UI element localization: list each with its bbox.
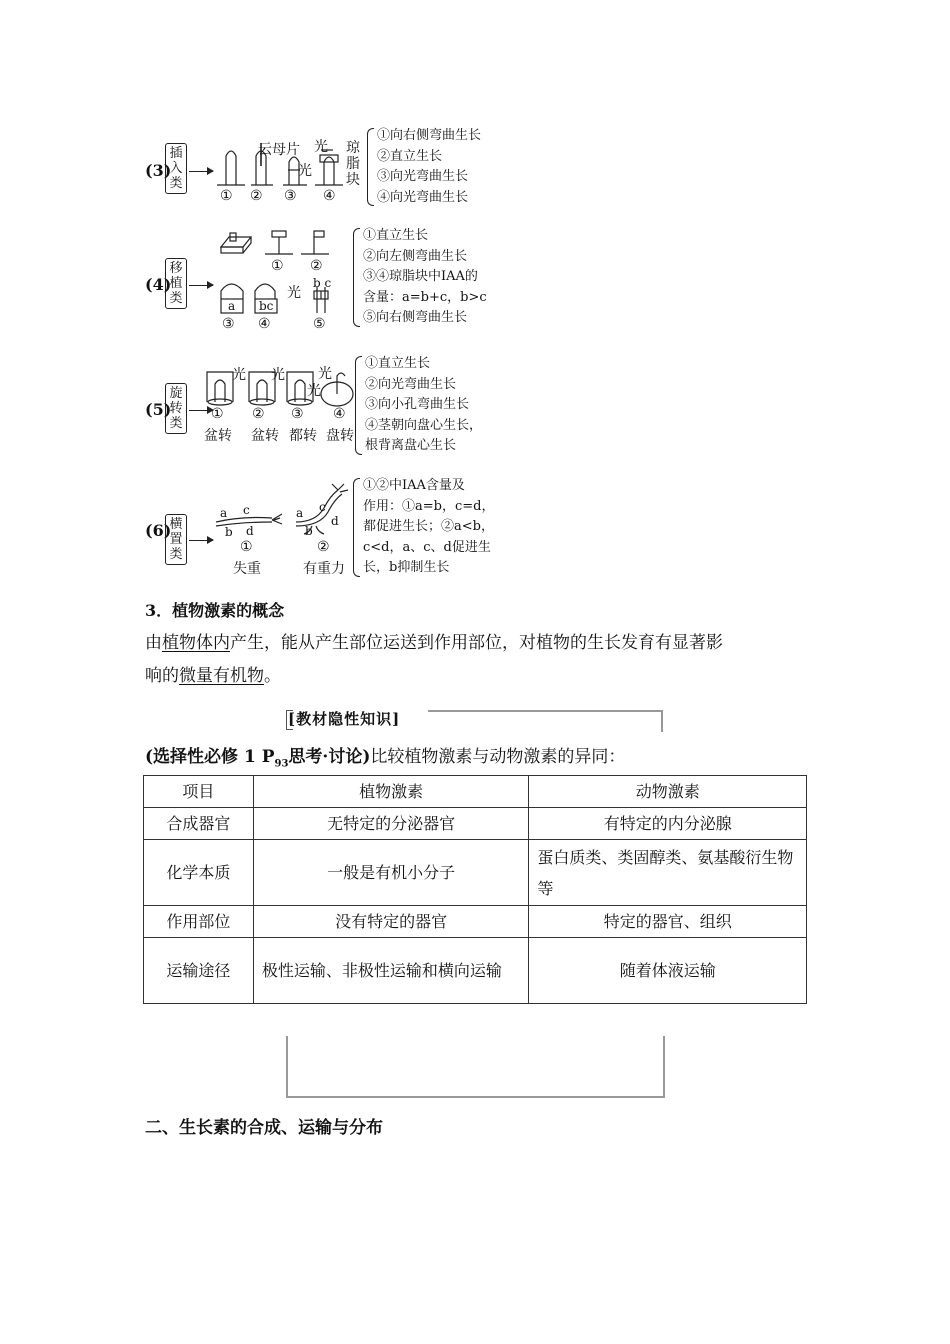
- row4-result: ②向左侧弯曲生长: [363, 248, 468, 264]
- row5-result: 根背离盘心生长: [365, 438, 457, 453]
- row4-item-5: ⑤: [313, 316, 326, 332]
- table-cell: 极性运输、非极性运输和横向运输: [253, 938, 529, 1004]
- row5-caption-4: 盘转: [326, 428, 354, 444]
- row3-category: 插入类: [165, 143, 187, 194]
- row5-caption-2: 盆转: [251, 428, 279, 444]
- row3-results: [367, 126, 481, 208]
- row5-item-3: ③: [291, 406, 304, 422]
- row3-item-2: ②: [250, 188, 263, 204]
- row5-number: (5): [145, 400, 172, 419]
- row6-diagram: [212, 478, 362, 538]
- table-row: [144, 906, 807, 938]
- table-cell: 特定的器官、组织: [529, 906, 807, 938]
- row5-result: ②向光弯曲生长: [365, 376, 457, 392]
- hidden-knowledge-title: 教材隐性知识: [296, 710, 393, 728]
- row5-item-1: ①: [211, 406, 224, 422]
- row4-label-a: a: [228, 299, 236, 313]
- row5-caption-1: 盆转: [204, 428, 232, 444]
- table-cell: 没有特定的器官: [253, 906, 529, 938]
- row4-number: (4): [145, 275, 172, 294]
- row4-result: ①直立生长: [363, 228, 429, 243]
- row4-label-bc: bc: [259, 299, 274, 313]
- row5-label-light2: 光: [271, 367, 285, 383]
- para-text: 。: [264, 666, 281, 686]
- row3-result: ②直立生长: [377, 148, 443, 164]
- row6-label-a1: a: [220, 506, 228, 520]
- hidden-knowledge-box-bottom: [286, 1036, 665, 1098]
- row3-arrow: [189, 171, 213, 172]
- row4-category: 移植类: [165, 258, 187, 309]
- question-prefix: (选择性必修 1 P: [145, 747, 275, 767]
- table-row: [144, 938, 807, 1004]
- row4-result: ⑤向右侧弯曲生长: [363, 310, 468, 325]
- table-cell: 一般是有机小分子: [253, 840, 529, 906]
- row6-arrow: [189, 540, 213, 541]
- table-cell: 无特定的分泌器官: [253, 808, 529, 840]
- row3-number: (3): [145, 161, 172, 180]
- section-two-heading: 二、生长素的合成、运输与分布: [145, 1118, 383, 1138]
- question-sub: 93: [274, 758, 289, 770]
- row6-category: 横置类: [165, 514, 187, 565]
- row6-number: (6): [145, 521, 172, 540]
- table-cell: 作用部位: [144, 906, 254, 938]
- row5-results: [355, 354, 482, 457]
- comparison-table: [143, 775, 807, 1004]
- question-line: [145, 742, 625, 769]
- row4-label-bc-split: b c: [313, 276, 332, 290]
- row4-item-1: ①: [271, 258, 284, 274]
- table-row: [144, 808, 807, 840]
- row5-label-light1: 光: [232, 367, 246, 383]
- table-row: [144, 840, 807, 906]
- row5-label-light4: 光: [318, 366, 332, 382]
- row4-label-light: 光: [287, 285, 301, 301]
- row3-label-light2: 光: [298, 163, 312, 179]
- table-cell: 有特定的内分泌腺: [529, 808, 807, 840]
- row6-result: 作用：①a=b，c=d，: [363, 498, 495, 514]
- table-header: 植物激素: [253, 776, 529, 808]
- row5-item-2: ②: [252, 406, 265, 422]
- row3-result: ①向右侧弯曲生长: [377, 128, 482, 143]
- row6-caption-1: 失重: [233, 561, 261, 577]
- row6-results: [353, 476, 494, 579]
- row4-arrow: [189, 285, 213, 286]
- row6-label-c2: c: [319, 500, 326, 514]
- table-cell: 合成器官: [144, 808, 254, 840]
- row4-item-2: ②: [310, 258, 323, 274]
- row6-label-b1: b: [225, 525, 233, 539]
- row4-item-4: ④: [258, 316, 271, 332]
- row6-label-d1: d: [246, 524, 254, 538]
- table-cell: 运输途径: [144, 938, 254, 1004]
- row3-item-1: ①: [220, 188, 233, 204]
- row5-result: ④茎朝向盘心生长，: [365, 417, 483, 433]
- para-underline: 植物体内: [162, 633, 230, 653]
- table-header: 项目: [144, 776, 254, 808]
- para-text: 产生，能从产生部位运送到作用部位，对植物的生长发育有显著影: [230, 633, 723, 653]
- table-header-row: [144, 776, 807, 808]
- row4-results: [353, 226, 487, 329]
- row6-label-b2: b: [305, 524, 313, 538]
- row6-label-d2: d: [331, 514, 339, 528]
- row6-item-1: ①: [240, 539, 253, 555]
- row5-arrow: [189, 410, 213, 411]
- row4-result: ③④琼脂块中IAA的: [363, 269, 478, 284]
- row5-label-light3: 光: [307, 383, 321, 399]
- para-text: 由: [145, 633, 162, 653]
- row3-item-4: ④: [323, 188, 336, 204]
- row4-result: 含量：a=b+c，b>c: [363, 289, 487, 305]
- row6-label-c1: c: [243, 503, 250, 517]
- para-text: 响的: [145, 666, 179, 686]
- row6-result: 都促进生长；②a<b，: [363, 519, 494, 534]
- question-text: 比较植物激素与动物激素的异同：: [370, 747, 626, 767]
- row3-result: ③向光弯曲生长: [377, 169, 469, 184]
- row5-category: 旋转类: [165, 383, 187, 434]
- para-underline: 微量有机物: [179, 666, 264, 686]
- row6-result: 长，b抑制生长: [363, 560, 450, 575]
- row3-result: ④向光弯曲生长: [377, 189, 469, 205]
- row3-label-light1: 光: [314, 139, 328, 155]
- row6-item-2: ②: [317, 539, 330, 555]
- row6-result: c<d，a、c、d促进生: [363, 539, 491, 555]
- row5-result: ③向小孔弯曲生长: [365, 397, 470, 412]
- table-header: 动物激素: [529, 776, 807, 808]
- row5-item-4: ④: [333, 406, 346, 422]
- table-cell: 蛋白质类、类固醇类、氨基酸衍生物等: [529, 840, 807, 906]
- question-suffix: 思考·讨论): [288, 747, 371, 767]
- row5-caption-3: 都转: [289, 428, 317, 444]
- row4-item-3: ③: [222, 316, 235, 332]
- row3-label-agar: 琼脂块: [346, 140, 360, 188]
- table-cell: 化学本质: [144, 840, 254, 906]
- row5-result: ①直立生长: [365, 356, 431, 371]
- row6-result: ①②中IAA含量及: [363, 478, 465, 493]
- section3-heading: 3．植物激素的概念: [145, 601, 285, 620]
- row3-label-mica: 云母片: [258, 142, 300, 158]
- hidden-knowledge-box-top: [教材隐性知识]: [286, 708, 663, 730]
- table-cell: 随着体液运输: [529, 938, 807, 1004]
- section3-paragraph: [145, 627, 810, 693]
- row6-label-a2: a: [296, 506, 304, 520]
- row6-caption-2: 有重力: [303, 561, 345, 577]
- row3-item-3: ③: [284, 188, 297, 204]
